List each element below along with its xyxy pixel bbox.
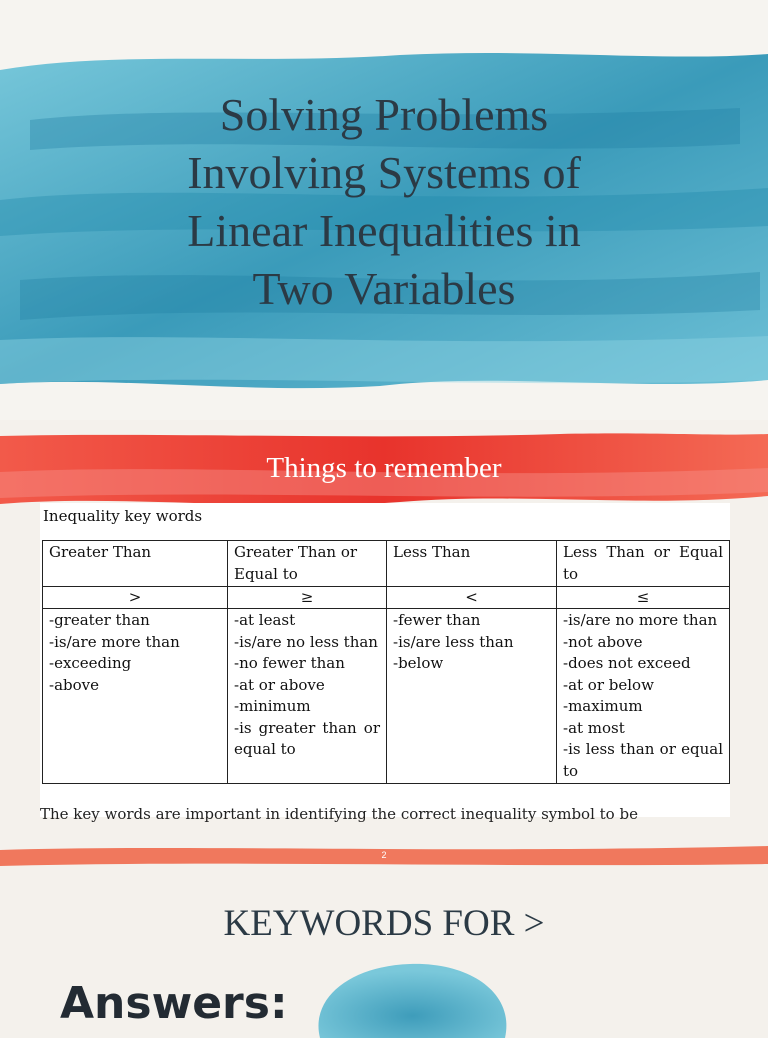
symbol-cell: ≤ xyxy=(557,587,730,609)
keyword-line: -greater than xyxy=(49,611,150,629)
table-symbol-row xyxy=(43,587,730,609)
table-keywords-row xyxy=(43,609,730,784)
symbol-cell: < xyxy=(387,587,557,609)
keyword-line: -does not exceed xyxy=(563,654,691,672)
slide-title: Things to remember xyxy=(266,452,502,484)
cropped-text: The key words are important in identifying the correct inequality symbol to be xyxy=(40,805,638,823)
slide-title-line: Two Variables xyxy=(252,263,516,314)
keyword-line: -is/are less than xyxy=(393,632,514,651)
keywords-cell xyxy=(43,609,228,784)
table-header-cell: Less Than xyxy=(387,541,557,587)
keyword-line: -is/are no less than xyxy=(234,632,378,651)
document-heading: Inequality key words xyxy=(43,507,203,525)
remember-slide xyxy=(0,432,768,868)
table-header-cell: Greater Than or Equal to xyxy=(228,541,387,587)
keyword-line: -above xyxy=(49,675,99,694)
symbol-cell: ≥ xyxy=(228,587,387,609)
slide-title xyxy=(0,86,768,318)
keyword-line: -not above xyxy=(563,632,643,651)
slide-title-line: Involving Systems of xyxy=(187,147,581,198)
keyword-line: -fewer than xyxy=(393,611,481,629)
keyword-line: -is/are more than xyxy=(49,632,180,651)
keyword-line: -exceeding xyxy=(49,654,132,672)
keyword-line: -at most xyxy=(563,718,625,737)
keyword-line: -maximum xyxy=(563,697,643,715)
keywords-cell xyxy=(228,609,387,784)
keyword-line: -no fewer than xyxy=(234,654,345,672)
keyword-line: -at least xyxy=(234,611,296,629)
keyword-line: -is less than or equal to xyxy=(563,740,723,780)
slide-title-line: Solving Problems xyxy=(219,89,549,140)
keyword-line: -is/are no more than xyxy=(563,611,718,629)
table-header-cell: Less Than or Equal to xyxy=(557,541,730,587)
symbol-cell: > xyxy=(43,587,228,609)
slide-title: KEYWORDS FOR > xyxy=(223,903,545,944)
table-header-cell: Greater Than xyxy=(43,541,228,587)
title-slide xyxy=(0,0,768,420)
inequality-keywords-document xyxy=(40,503,730,817)
keyword-line: -below xyxy=(393,654,444,672)
keywords-cell xyxy=(387,609,557,784)
answers-label: Answers: xyxy=(60,978,288,1029)
keyword-line: -minimum xyxy=(234,697,311,715)
inequality-keywords-table xyxy=(42,540,730,784)
keyword-line: -is greater than or equal to xyxy=(234,718,380,758)
keywords-slide xyxy=(0,868,768,1029)
page-number: 2 xyxy=(381,850,387,860)
keyword-line: -at or above xyxy=(234,675,325,694)
keyword-line: -at or below xyxy=(563,675,654,694)
keywords-cell xyxy=(557,609,730,784)
watercolor-blue-blob xyxy=(290,948,530,1038)
slide-title-line: Linear Inequalities in xyxy=(187,205,581,256)
cropped-text-line xyxy=(40,805,730,823)
table-header-row xyxy=(43,541,730,587)
